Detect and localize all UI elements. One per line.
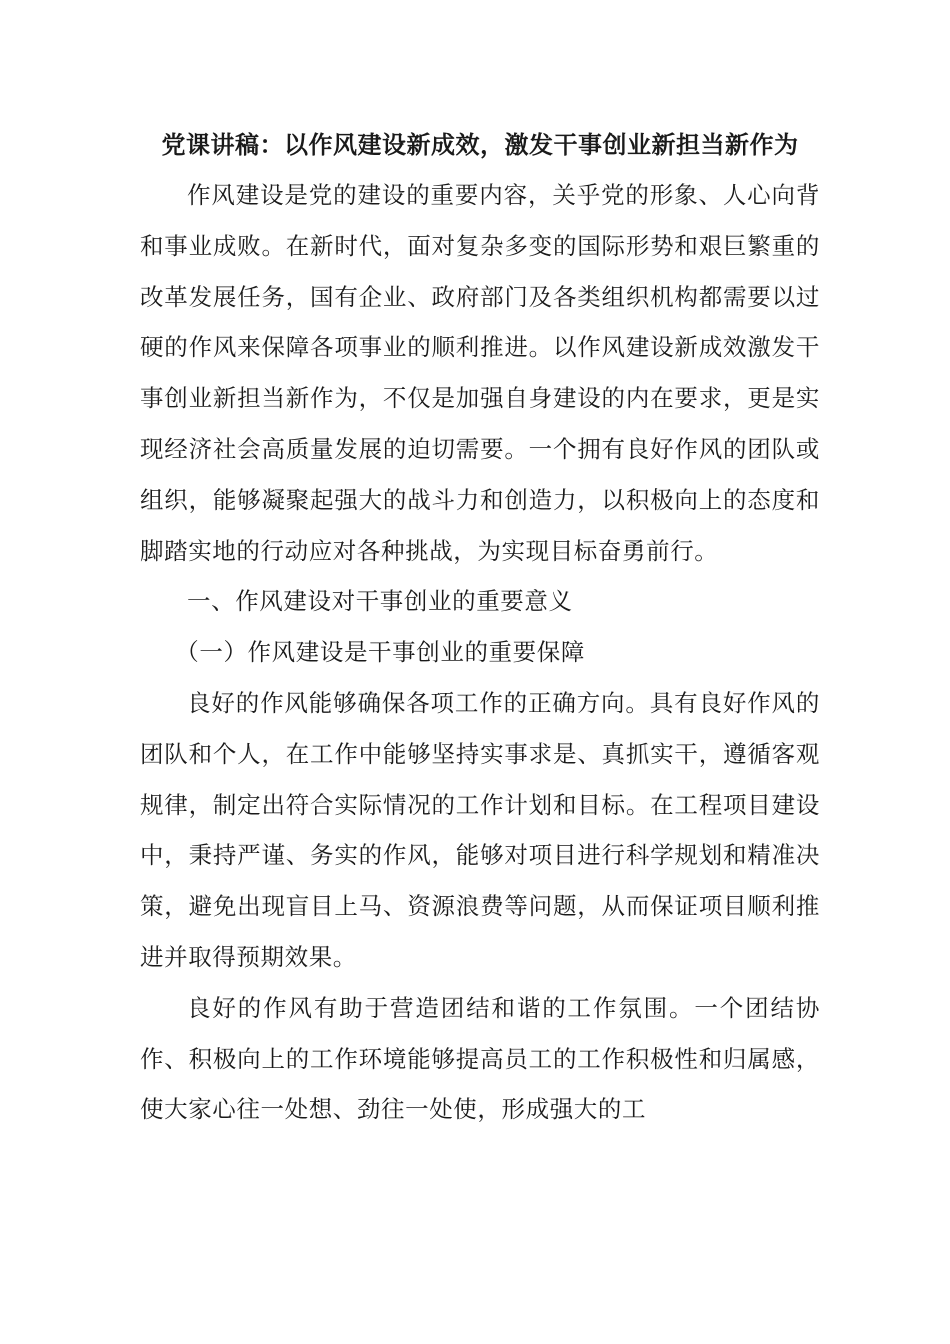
body-paragraph: 良好的作风能够确保各项工作的正确方向。具有良好作风的团队和个人，在工作中能够坚持实事求是、真抓实干，遵循客观规律，制定出符合实际情况的工作计划和目标。在工程项目建设中，秉持严谨、务实的作风，能够对项目进行科学规划和精准决策，避免出现盲目上马、资源浪费等问题，从而保证项目顺利推进并取得预期效果。 [140, 688, 820, 971]
intro-paragraph: 作风建设是党的建设的重要内容，关乎党的形象、人心向背和事业成败。在新时代，面对复杂多变的国际形势和艰巨繁重的改革发展任务，国有企业、政府部门及各类组织机构都需要以过硬的作风来保障各项事业的顺利推进。以作风建设新成效激发干事创业新担当新作为，不仅是加强自身建设的内在要求，更是实现经济社会高质量发展的迫切需要。一个拥有良好作风的团队或组织，能够凝聚起强大的战斗力和创造力，以积极向上的态度和脚踏实地的行动应对各种挑战，为实现目标奋勇前行。 [140, 181, 820, 565]
document-title: 党课讲稿：以作风建设新成效，激发干事创业新担当新作为 [161, 131, 799, 159]
section-heading: 一、作风建设对干事创业的重要意义 [187, 587, 573, 616]
document-page [140, 120, 820, 1135]
subsection-heading: （一）作风建设是干事创业的重要保障 [175, 638, 585, 667]
body-paragraph: 良好的作风有助于营造团结和谐的工作氛围。一个团结协作、积极向上的工作环境能够提高员工的工作积极性和归属感，使大家心往一处想、劲往一处使，形成强大的工 [140, 993, 820, 1124]
